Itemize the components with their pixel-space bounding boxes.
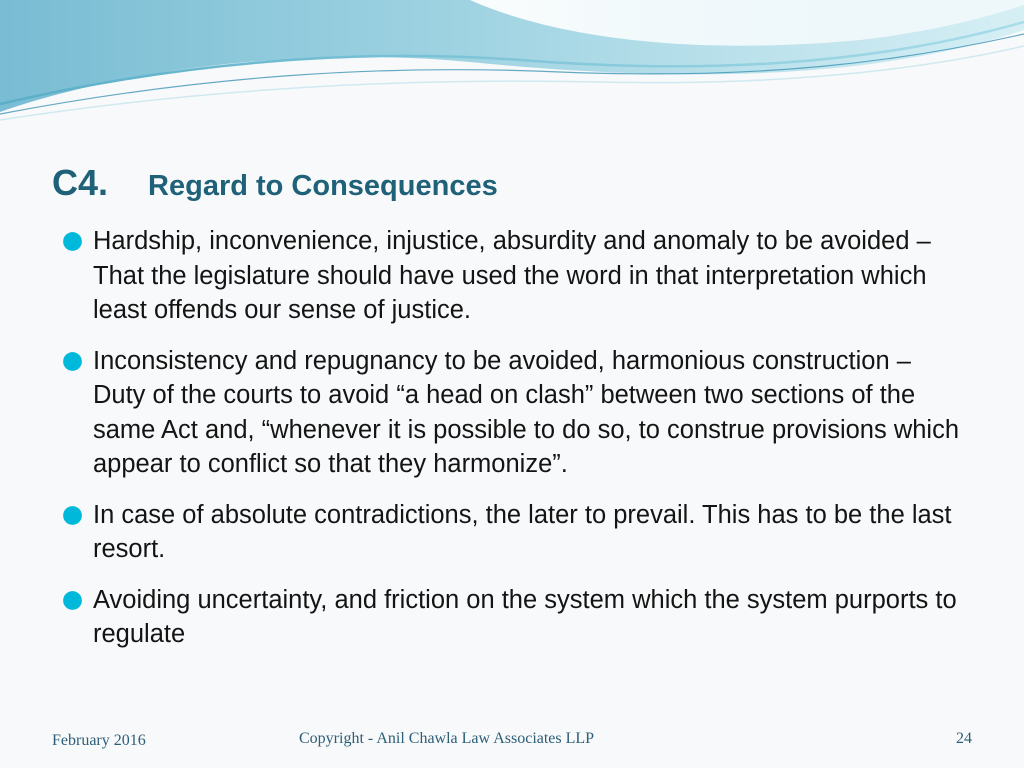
slide-title — [52, 162, 952, 212]
filled-circle-bullet-icon — [60, 503, 85, 528]
bullet-item — [60, 224, 960, 328]
title-text: Regard to Consequences — [148, 170, 498, 202]
bullet-list — [60, 224, 960, 668]
filled-circle-bullet-icon — [60, 588, 85, 613]
bullet-item — [60, 583, 960, 652]
filled-circle-bullet-icon — [60, 229, 85, 254]
footer-copyright: Copyright - Anil Chawla Law Associates LLP — [299, 730, 595, 747]
filled-circle-bullet-icon — [60, 349, 85, 374]
title-number: C4. — [52, 162, 109, 203]
footer-date: February 2016 — [52, 732, 146, 749]
bullet-text: Hardship, inconvenience, injustice, absurdity and anomaly to be avoided – That the legislature should have used the word in that interpretation which least offends our sense of justice. — [93, 227, 931, 324]
bullet-text: Avoiding uncertainty, and friction on the system which the system purports to regulate — [93, 585, 957, 648]
footer-page-number: 24 — [956, 730, 972, 747]
bullet-item — [60, 344, 960, 482]
bullet-item — [60, 498, 960, 567]
bullet-text: Inconsistency and repugnancy to be avoided, harmonious construction – Duty of the courts to avoid “a head on clash” between two sections of the same Act and, “whenever it is possible to do so, to construe provisions which appear to conflict so that they harmonize”. — [93, 346, 960, 478]
bullet-text: In case of absolute contradictions, the later to prevail. This has to be the last resort. — [93, 500, 952, 563]
header-wave-decoration — [0, 0, 1024, 130]
